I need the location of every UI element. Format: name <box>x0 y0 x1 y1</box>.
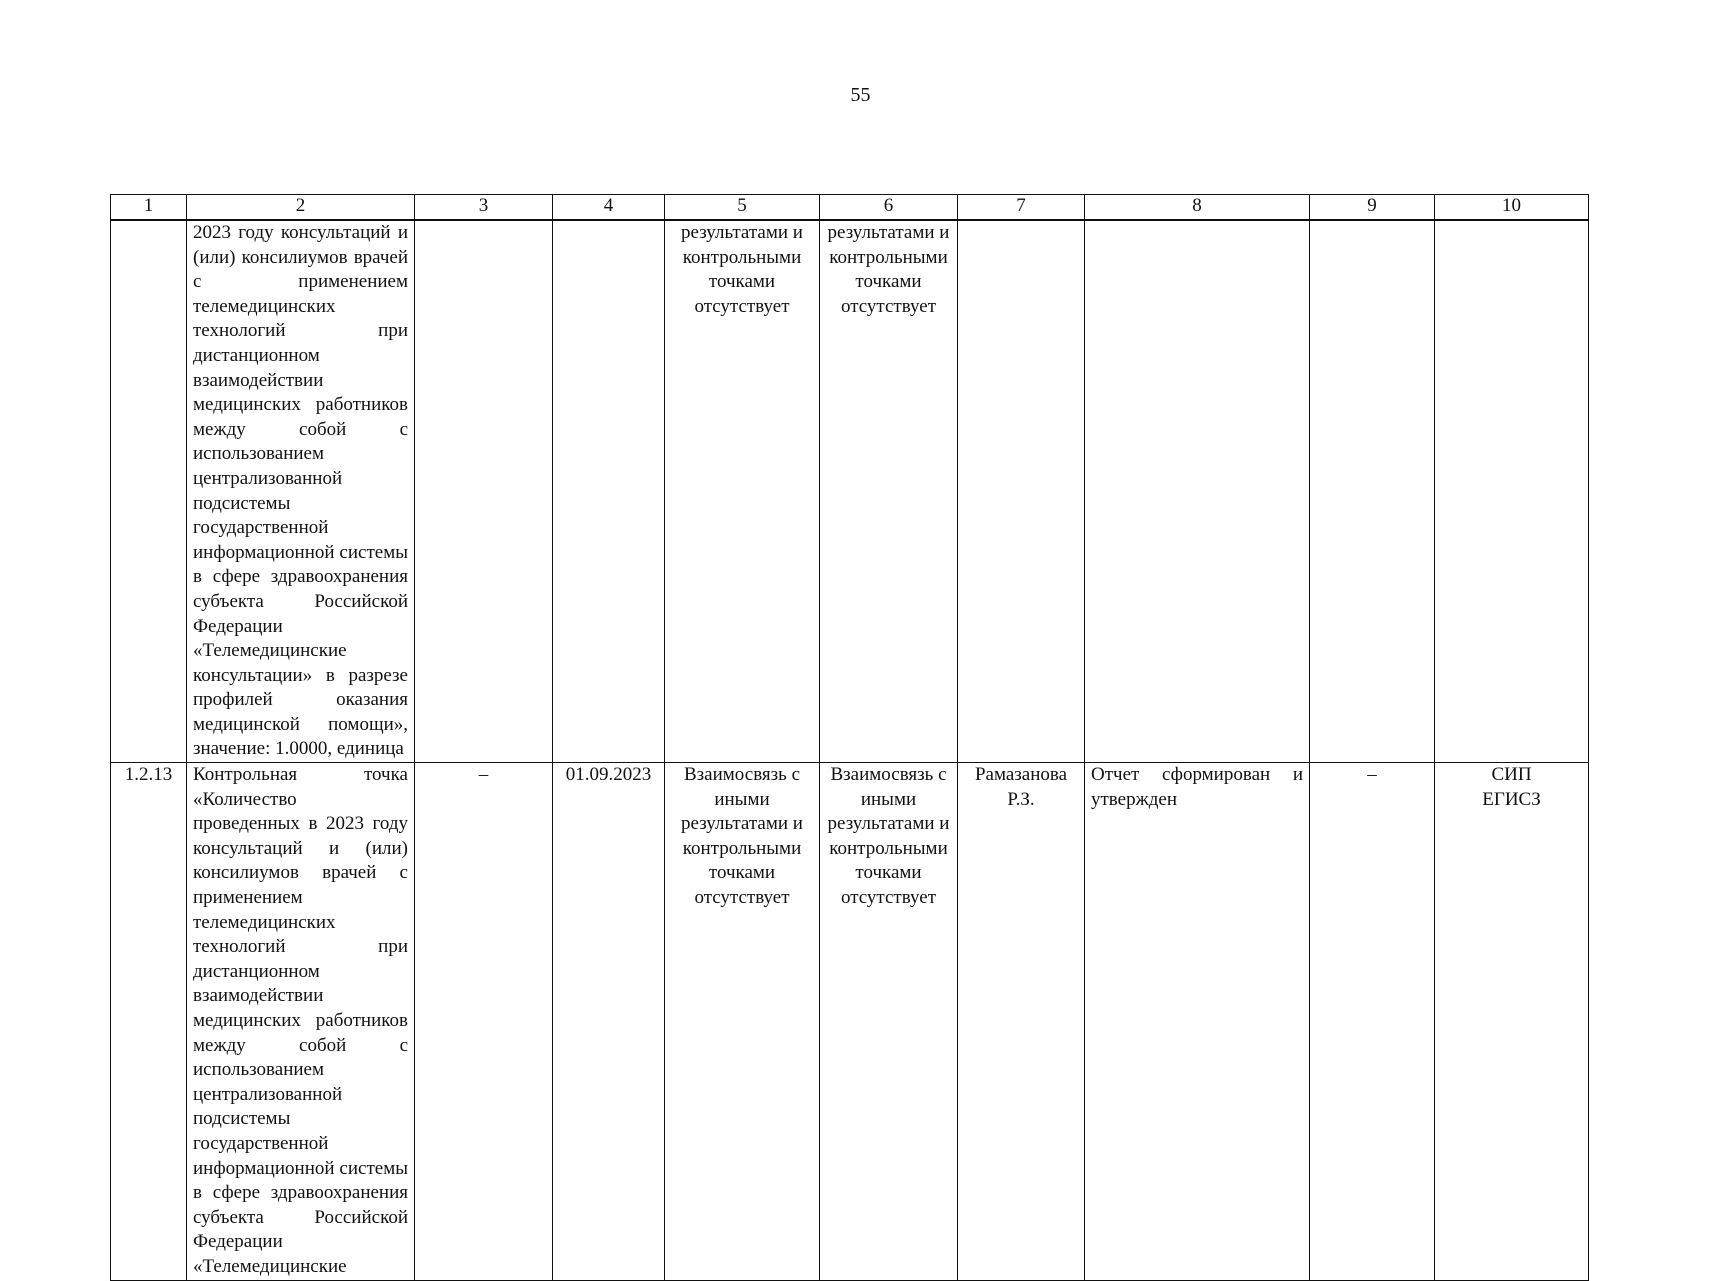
header-col-8: 8 <box>1085 195 1310 221</box>
row-col-3 <box>415 220 553 763</box>
header-row <box>111 195 1589 221</box>
header-col-10: 10 <box>1435 195 1589 221</box>
row-col-7: Рамазанова Р.З. <box>958 763 1085 1280</box>
header-col-3: 3 <box>415 195 553 221</box>
row-number <box>111 220 187 763</box>
header-col-7: 7 <box>958 195 1085 221</box>
row-col-8: Отчет сформирован и утвержден <box>1085 763 1310 1280</box>
header-col-4: 4 <box>553 195 665 221</box>
plan-table <box>110 194 1589 1281</box>
table-row <box>111 220 1589 763</box>
page-number: 55 <box>850 84 871 106</box>
header-col-9: 9 <box>1310 195 1435 221</box>
row-col-6: Взаимосвязь с иными результатами и контрольными точками отсутствует <box>820 763 958 1280</box>
row-col-5: результатами и контрольными точками отсутствует <box>665 220 820 763</box>
header-col-5: 5 <box>665 195 820 221</box>
row-description: 2023 году консультаций и (или) консилиумов врачей с применением телемедицинских технологий при дистанционном взаимодействии медицинских работников между собой с использованием централизованной подсистемы государственной информационной системы в сфере здравоохранения субъекта Российской Федерации «Телемедицинские консультации» в разрезе профилей оказания медицинской помощи», значение: 1.0000, единица <box>187 220 415 763</box>
row-col-4 <box>553 220 665 763</box>
system-name-line-2: ЕГИСЗ <box>1482 788 1541 810</box>
row-description: Контрольная точка «Количество проведенных в 2023 году консультаций и (или) консилиумов врачей с применением телемедицинских технологий при дистанционном взаимодействии медицинских работников между собой с использованием централизованной подсистемы государственной информационной системы в сфере здравоохранения субъекта Российской Федерации «Телемедицинские <box>187 763 415 1280</box>
row-col-7 <box>958 220 1085 763</box>
row-col-8 <box>1085 220 1310 763</box>
row-col-6: результатами и контрольными точками отсутствует <box>820 220 958 763</box>
header-col-1: 1 <box>111 195 187 221</box>
row-col-5: Взаимосвязь с иными результатами и контрольными точками отсутствует <box>665 763 820 1280</box>
table-row <box>111 763 1589 1280</box>
system-name-line-1: СИП <box>1491 764 1532 786</box>
row-number: 1.2.13 <box>111 763 187 1280</box>
header-col-6: 6 <box>820 195 958 221</box>
row-col-10 <box>1435 220 1589 763</box>
row-col-3: – <box>415 763 553 1280</box>
row-col-9: – <box>1310 763 1435 1280</box>
row-col-4: 01.09.2023 <box>553 763 665 1280</box>
row-col-10 <box>1435 763 1589 1280</box>
header-col-2: 2 <box>187 195 415 221</box>
row-col-9 <box>1310 220 1435 763</box>
